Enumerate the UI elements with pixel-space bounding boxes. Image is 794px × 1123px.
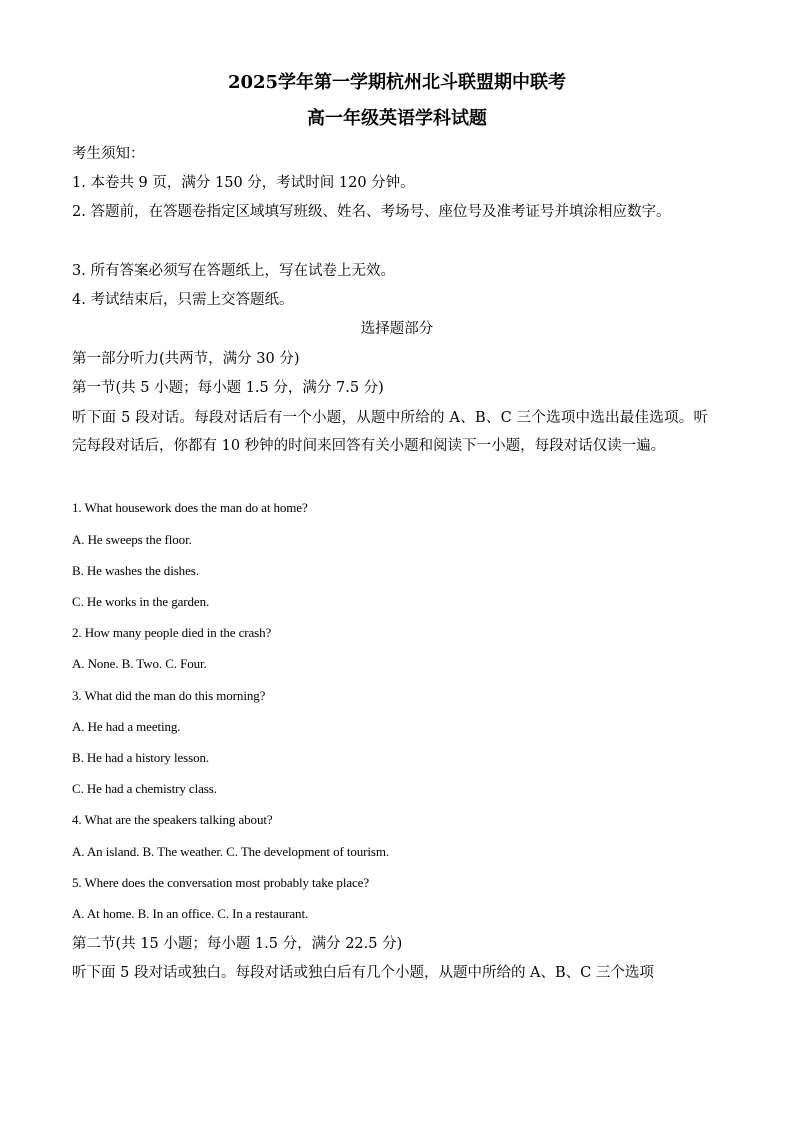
exam-subtitle: 高一年级英语学科试题 bbox=[307, 108, 487, 129]
sub2-instructions: 听下面 5 段对话或独白。每段对话或独白后有几个小题，从题中所给的 A、B、C 三个选项 bbox=[72, 965, 654, 981]
part1-title: 第一部分听力(共两节，满分 30 分) bbox=[72, 351, 300, 367]
q3-stem: 3. What did the man do this morning? bbox=[72, 688, 266, 703]
q4-stem: 4. What are the speakers talking about? bbox=[72, 812, 273, 827]
q1-option-a: A. He sweeps the floor. bbox=[72, 532, 192, 547]
q1-stem: 1. What housework does the man do at home? bbox=[72, 500, 308, 515]
q5-options: A. At home. B. In an office. C. In a restaurant. bbox=[72, 906, 309, 921]
sub1-title: 第一节(共 5 小题；每小题 1.5 分，满分 7.5 分) bbox=[72, 380, 384, 396]
q3-option-b: B. He had a history lesson. bbox=[72, 750, 210, 765]
q3-option-a: A. He had a meeting. bbox=[72, 719, 181, 734]
sub2-title: 第二节(共 15 小题；每小题 1.5 分，满分 22.5 分) bbox=[72, 936, 403, 952]
sub1-instructions: 听下面 5 段对话。每段对话后有一个小题，从题中所给的 A、B、C 三个选项中选出最佳选项。听完每段对话后，你都有 10 秒钟的时间来回答有关小题和阅读下一小题，每段对话仅读一遍。 bbox=[72, 410, 708, 454]
section-heading: 选择题部分 bbox=[360, 321, 434, 337]
q5-stem: 5. Where does the conversation most probably take place? bbox=[72, 875, 370, 890]
exam-title: 2025学年第一学期杭州北斗联盟期中联考 bbox=[227, 72, 567, 93]
q1-option-c: C. He works in the garden. bbox=[72, 594, 210, 609]
q1-option-b: B. He washes the dishes. bbox=[72, 563, 199, 578]
q4-options: A. An island. B. The weather. C. The development of tourism. bbox=[72, 844, 390, 859]
notice-heading: 考生须知： bbox=[72, 146, 145, 162]
notice-item-2: 2. 答题前，在答题卷指定区域填写班级、姓名、考场号、座位号及准考证号并填涂相应数字。 bbox=[72, 204, 671, 220]
q3-option-c: C. He had a chemistry class. bbox=[72, 781, 217, 796]
notice-item-4: 4. 考试结束后，只需上交答题纸。 bbox=[72, 292, 294, 308]
notice-item-3: 3. 所有答案必须写在答题纸上，写在试卷上无效。 bbox=[72, 263, 395, 279]
notice-item-1: 1. 本卷共 9 页，满分 150 分，考试时间 120 分钟。 bbox=[72, 175, 415, 191]
q2-options: A. None. B. Two. C. Four. bbox=[72, 656, 207, 671]
q2-stem: 2. How many people died in the crash? bbox=[72, 625, 272, 640]
